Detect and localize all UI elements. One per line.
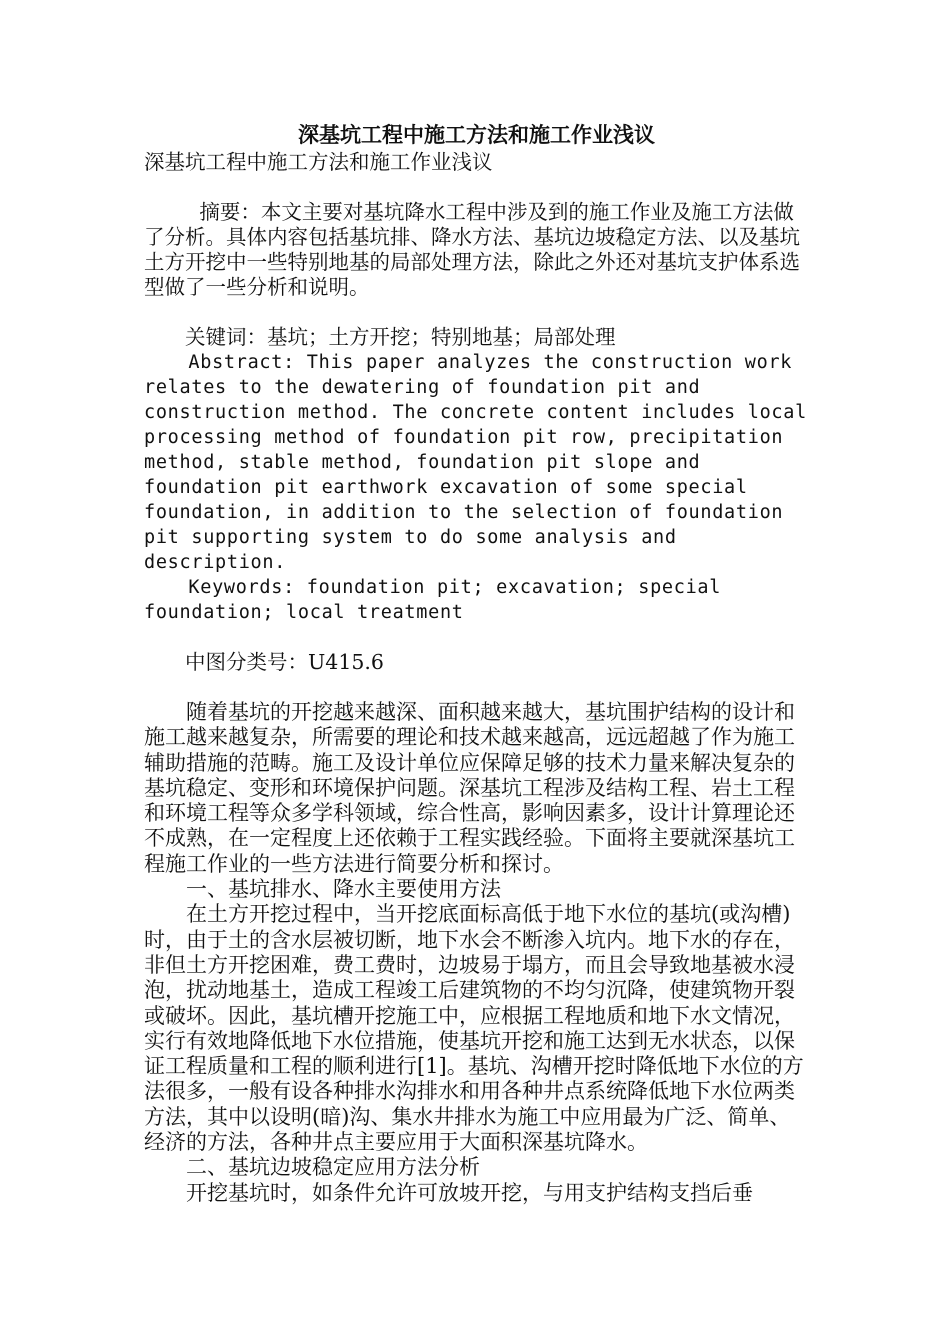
document-title: 深基坑工程中施工方法和施工作业浅议	[298, 122, 655, 147]
spacer	[144, 175, 809, 200]
abstract-english: Abstract: This paper analyzes the construction work relates to the dewatering of foundation pit and construction method. The concrete content includes local processing method of foundation pit row, precipitation method, stable method, foundation pit slope and foundation pit earthwork excavation of some special foundation, in addition to the selection of foundation pit supporting system to do some analysis and description.	[144, 352, 807, 573]
document-subtitle: 深基坑工程中施工方法和施工作业浅议	[144, 150, 493, 174]
keywords-chinese: 关键词：基坑；土方开挖；特别地基；局部处理	[185, 325, 616, 349]
section-2-heading: 二、基坑边坡稳定应用方法分析	[186, 1155, 480, 1180]
abstract-chinese: 摘要：本文主要对基坑降水工程中涉及到的施工作业及施工方法做了分析。具体内容包括基坑排、降水方法、基坑边坡稳定方法、以及基坑土方开挖中一些特别地基的局部处理方法，除此之外还对基坑支护体系选型做了一些分析和说明。	[144, 200, 800, 299]
section-2-paragraph: 开挖基坑时，如条件允许可放坡开挖，与用支护结构支挡后垂	[186, 1180, 753, 1205]
document-content	[144, 120, 809, 1206]
section-1-paragraph: 在土方开挖过程中，当开挖底面标高低于地下水位的基坑(或沟槽)时，由于土的含水层被切断，地下水会不断渗入坑内。地下水的存在，非但土方开挖困难，费工费时，边坡易于塌方，而且会导致地基被水浸泡，扰动地基土，造成工程竣工后建筑物的不均匀沉降，使建筑物开裂或破坏。因此，基坑槽开挖施工中，应根据工程地质和地下水文情况，实行有效地降低地下水位措施，使基坑开挖和施工达到无水状态，以保证工程质量和工程的顺利进行[1]。基坑、沟槽开挖时降低地下水位的方法很多，一般有设各种排水沟排水和用各种井点系统降低地下水位两类方法，其中以设明(暗)沟、集水井排水为施工中应用最为广泛、简单、经济的方法，各种井点主要应用于大面积深基坑降水。	[144, 902, 804, 1155]
spacer	[144, 675, 809, 700]
intro-paragraph: 随着基坑的开挖越来越深、面积越来越大，基坑围护结构的设计和施工越来越复杂，所需要的理论和技术越来越高，远远超越了作为施工辅助措施的范畴。施工及设计单位应保障足够的技术力量来解决复杂的基坑稳定、变形和环境保护问题。深基坑工程涉及结构工程、岩土工程和环境工程等众多学科领域，综合性高，影响因素多，设计计算理论还不成熟，在一定程度上还依赖于工程实践经验。下面将主要就深基坑工程施工作业的一些方法进行简要分析和探讨。	[144, 700, 795, 876]
section-1-heading: 一、基坑排水、降水主要使用方法	[186, 877, 501, 902]
classification-number: 中图分类号：U415.6	[185, 650, 384, 674]
spacer	[144, 625, 809, 650]
spacer	[144, 300, 809, 325]
keywords-english: Keywords: foundation pit; excavation; special foundation; local treatment	[144, 577, 722, 623]
